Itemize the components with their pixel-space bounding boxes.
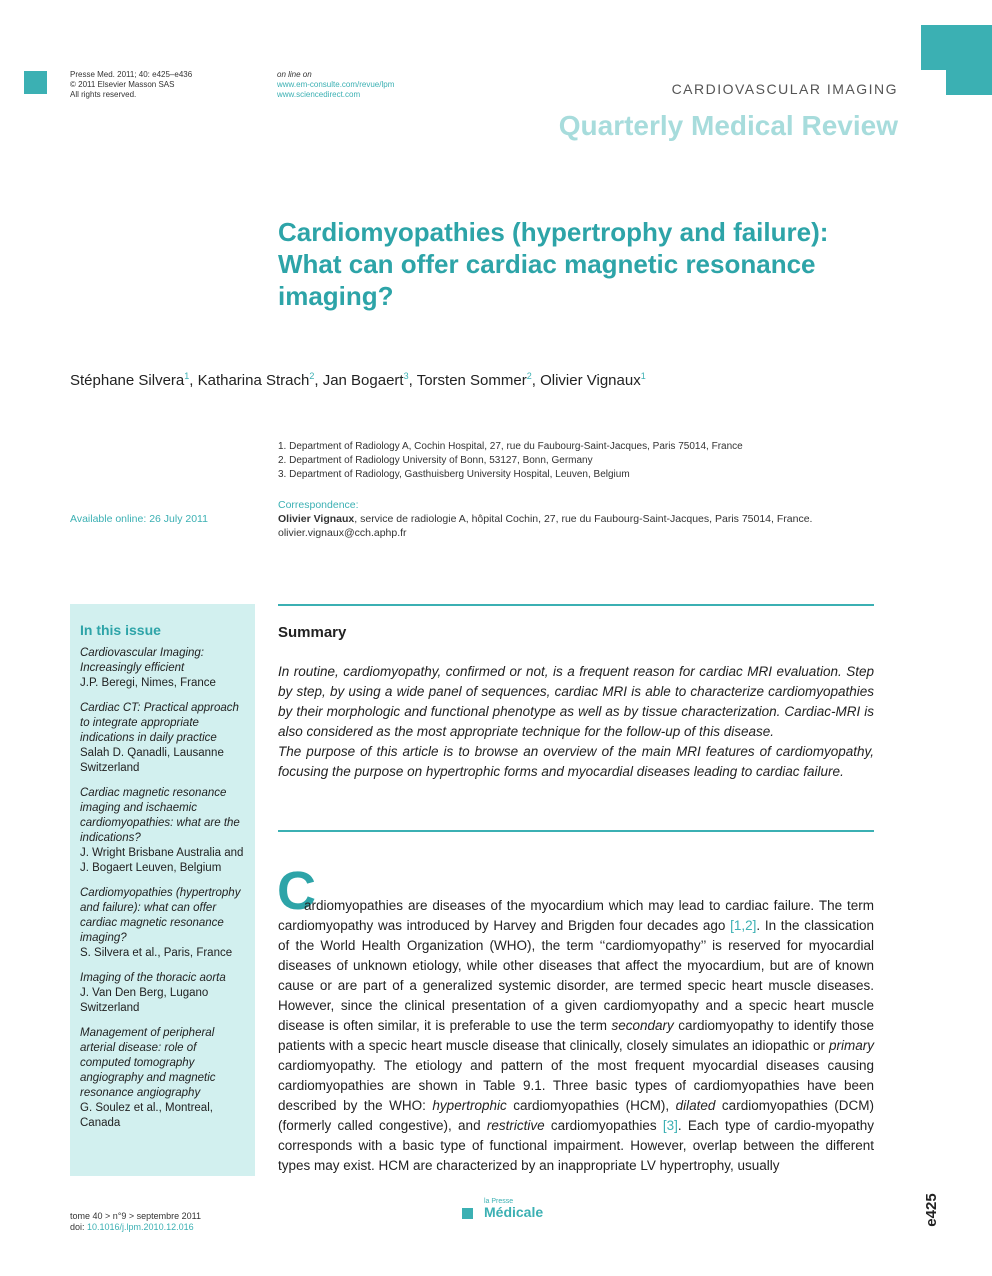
page-number: e425 [923, 1193, 940, 1227]
author-affiliation: 2 [309, 371, 315, 381]
issue-item[interactable] [80, 1026, 247, 1131]
body-italic: hypertrophic [432, 1098, 507, 1113]
copyright-line: © 2011 Elsevier Masson SAS [70, 80, 175, 89]
summary-rule-bottom [278, 830, 874, 832]
body-span: ardiomyopathies are diseases of the myocardium which may lead to cardiac failure. The term cardiomyopathy was introduced by Harvey and Brigden four decades ago [278, 898, 874, 933]
body-span: . Each type of cardio-myopathy corresponds with a basic type of functional impairment. However, overlap between the different types may exist. HCM are characterized by an inappropriate LV hypertrophy, usually [278, 1118, 875, 1173]
doi-link[interactable]: 10.1016/j.lpm.2010.12.016 [87, 1222, 194, 1232]
corner-block-notch [921, 70, 946, 95]
issue-item-authors: J. Van Den Berg, Lugano Switzerland [80, 987, 209, 1014]
title-line-2: What can offer cardiac magnetic resonance [278, 249, 816, 279]
affiliation-item: 1. Department of Radiology A, Cochin Hospital, 27, rue du Faubourg-Saint-Jacques, Paris 75014, France [278, 441, 743, 452]
author-name: Jan Bogaert [322, 372, 404, 389]
body-span: cardiomyopathy to identify those patients with a specic heart muscle disease that clinically, closely simulates an idiopathic or [278, 1018, 875, 1053]
author-affiliation: 3 [403, 371, 409, 381]
issue-box-title: In this issue [80, 622, 161, 638]
online-link-sciencedirect[interactable]: www.sciencedirect.com [277, 90, 361, 99]
issue-item-authors: S. Silvera et al., Paris, France [80, 947, 233, 959]
issue-item-title: Cardiac magnetic resonance imaging and ischaemic cardiomyopathies: what are the indications? [80, 787, 240, 844]
correspondence-address: , service de radiologie A, hôpital Cochin, 27, rue du Faubourg-Saint-Jacques, Paris 75014, France. [354, 513, 813, 525]
body-span: cardiomyopathies [544, 1118, 663, 1133]
issue-item-authors: G. Soulez et al., Montreal, Canada [80, 1102, 213, 1129]
logo-big-text: Médicale [484, 1204, 544, 1220]
summary-rule-top [278, 604, 874, 606]
logo-small-text: la Presse [484, 1198, 514, 1205]
issue-item-title: Cardiomyopathies (hypertrophy and failure): what can offer cardiac magnetic resonance imaging? [80, 887, 241, 944]
online-link-emconsulte[interactable]: www.em-consulte.com/revue/lpm [277, 80, 395, 89]
issue-item[interactable] [80, 971, 247, 1016]
reference-link[interactable]: [1,2] [730, 918, 757, 933]
section-label: CARDIOVASCULAR IMAGING [671, 81, 898, 97]
available-online-date: Available online: 26 July 2011 [70, 513, 208, 525]
in-this-issue-box [70, 604, 255, 1176]
corner-square-decoration [24, 71, 47, 94]
issue-item-authors: Salah D. Qanadli, Lausanne Switzerland [80, 747, 224, 774]
issue-item[interactable] [80, 786, 247, 876]
journal-citation [70, 70, 192, 100]
issue-item-title: Cardiovascular Imaging: Increasingly efficient [80, 647, 205, 674]
issue-item[interactable] [80, 646, 247, 691]
title-line-3: imaging? [278, 281, 394, 311]
body-italic: secondary [611, 1018, 674, 1033]
doi-label: doi: [70, 1222, 88, 1232]
issue-item-title: Cardiac CT: Practical approach to integrate appropriate indications in daily practice [80, 702, 239, 744]
issue-item-title: Imaging of the thoracic aorta [80, 972, 226, 984]
issue-item-authors: J.P. Beregi, Nimes, France [80, 677, 216, 689]
correspondence-block [278, 498, 878, 540]
correspondence-name: Olivier Vignaux [278, 513, 355, 525]
title-line-1: Cardiomyopathies (hypertrophy and failure): [278, 217, 829, 247]
online-info [277, 70, 394, 100]
author-affiliation: 2 [526, 371, 532, 381]
reference-link[interactable]: [3] [662, 1118, 678, 1133]
summary-paragraph: The purpose of this article is to browse an overview of the main MRI features of cardiomyopathy, focusing the purpose on hypertrophic forms and myocardial diseases leading to cardiac failure. [278, 744, 874, 779]
rights-line: All rights reserved. [70, 90, 137, 99]
affiliation-item: 3. Department of Radiology, Gasthuisberg University Hospital, Leuven, Belgium [278, 469, 630, 480]
body-span: . In the classication of the World Health Organization (WHO), the term ‘‘cardiomyopathy’’ is reserved for myocardial diseases of unknown etiology, while other diseases that affect the myocardium, but are of known cause or are part of a generalized systemic disorder, are termed specic heart muscle diseases. However, since the clinical presentation of a given cardiomyopathy and a specic heart muscle disease is often similar, it is preferable to use the term [278, 918, 875, 1033]
correspondence-label: Correspondence: [278, 499, 359, 511]
correspondence-email[interactable]: olivier.vignaux@cch.aphp.fr [278, 527, 407, 539]
journal-line: Presse Med. 2011; 40: e425–e436 [70, 70, 193, 79]
summary-paragraph: In routine, cardiomyopathy, confirmed or not, is a frequent reason for cardiac MRI evaluation. Step by step, by using a wide panel of sequences, cardiac MRI is able to characterize cardiomyopathies by their morphologic and functional phenotype as well as by tissue characterization. Cardiac-MRI is also considered as the most appropriate technique for the follow-up of this disease. [278, 664, 874, 739]
author-name: Olivier Vignaux [540, 372, 641, 389]
body-text [278, 896, 874, 1176]
article-title [278, 216, 898, 312]
body-span: cardiomyopathy. The etiology and pattern of the most frequent myocardial diseases causing cardiomyopathies are shown in Table 9.1. Three basic types of cardiomyopathies have been described by the WHO: [278, 1058, 874, 1113]
summary-text [278, 662, 874, 782]
summary-heading: Summary [278, 624, 347, 641]
author-list: Stéphane Silvera$^1$, Katharina Strach$^2$, Jan Bogaert$^3$, Torsten Sommer$^2$, Olivier Vignaux$^1$ [70, 371, 646, 389]
affiliation-item: 2. Department of Radiology University of Bonn, 53127, Bonn, Germany [278, 455, 593, 466]
issue-item[interactable] [80, 886, 247, 961]
affiliations [278, 440, 743, 482]
body-span: cardiomyopathies (DCM) (formerly called congestive), and [278, 1098, 875, 1133]
footer-info [70, 1211, 201, 1233]
issue-item[interactable] [80, 701, 247, 776]
drop-cap: C [277, 861, 316, 921]
body-italic: dilated [675, 1098, 716, 1113]
author-affiliation: 1 [184, 371, 190, 381]
author-name: Stéphane Silvera [70, 372, 185, 389]
review-title: Quarterly Medical Review [558, 110, 898, 141]
online-label: on line on [277, 70, 312, 79]
author-name: Katharina Strach [197, 372, 310, 389]
issue-item-authors: J. Wright Brisbane Australia and J. Bogaert Leuven, Belgium [80, 847, 244, 874]
author-affiliation: 1 [640, 371, 646, 381]
author-name: Torsten Sommer [416, 372, 527, 389]
logo-square-icon [462, 1208, 473, 1219]
issue-item-title: Management of peripheral arterial disease: role of computed tomography angiography and magnetic resonance angiography [80, 1027, 216, 1099]
body-italic: restrictive [486, 1118, 545, 1133]
body-span: cardiomyopathies (HCM), [506, 1098, 676, 1113]
body-italic: primary [828, 1038, 874, 1053]
footer-issue: tome 40 > n°9 > septembre 2011 [70, 1211, 202, 1221]
